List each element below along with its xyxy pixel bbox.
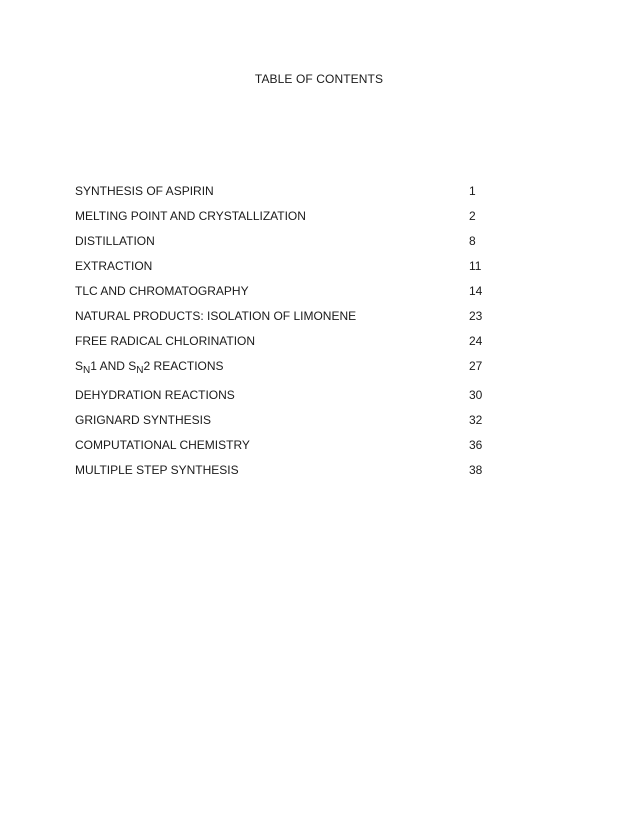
toc-entry bbox=[75, 333, 495, 358]
toc-entry-label: TLC AND CHROMATOGRAPHY bbox=[75, 284, 249, 298]
toc-entry bbox=[75, 183, 495, 208]
toc-entry-page: 24 bbox=[469, 334, 483, 348]
toc-entry-page: 11 bbox=[469, 259, 482, 273]
toc-entry-page: 8 bbox=[469, 234, 476, 248]
toc-entry-label: MELTING POINT AND CRYSTALLIZATION bbox=[75, 209, 306, 223]
toc-entry-page: 2 bbox=[469, 209, 476, 223]
toc-entry-label bbox=[75, 358, 224, 376]
toc-entry-page: 32 bbox=[469, 413, 483, 427]
toc-entry-label: FREE RADICAL CHLORINATION bbox=[75, 334, 256, 348]
toc-list bbox=[75, 183, 495, 487]
toc-entry-page: 1 bbox=[469, 184, 476, 198]
toc-entry bbox=[75, 437, 495, 462]
toc-entry bbox=[75, 462, 495, 487]
toc-entry bbox=[75, 308, 495, 333]
toc-entry-label: COMPUTATIONAL CHEMISTRY bbox=[75, 438, 250, 452]
toc-entry-label: EXTRACTION bbox=[75, 259, 153, 273]
toc-entry-page: 30 bbox=[469, 388, 483, 402]
toc-entry-label: DEHYDRATION REACTIONS bbox=[75, 388, 235, 402]
toc-entry-page: 14 bbox=[469, 284, 483, 298]
toc-entry bbox=[75, 258, 495, 283]
toc-label-part: S bbox=[75, 359, 84, 373]
toc-entry-label: DISTILLATION bbox=[75, 234, 155, 248]
toc-entry-label: NATURAL PRODUCTS: ISOLATION OF LIMONENE bbox=[75, 309, 357, 323]
toc-entry bbox=[75, 233, 495, 258]
toc-entry-page: 36 bbox=[469, 438, 483, 452]
subscript: N bbox=[83, 365, 91, 376]
toc-label-part: 1 AND S bbox=[90, 359, 137, 373]
subscript: N bbox=[136, 365, 144, 376]
toc-entry-page: 38 bbox=[469, 463, 483, 477]
toc-entry bbox=[75, 283, 495, 308]
toc-entry-label: SYNTHESIS OF ASPIRIN bbox=[75, 184, 214, 198]
toc-entry-label: MULTIPLE STEP SYNTHESIS bbox=[75, 463, 239, 477]
toc-label-part: 2 REACTIONS bbox=[143, 359, 224, 373]
toc-entry-page: 27 bbox=[469, 359, 483, 373]
page-title: TABLE OF CONTENTS bbox=[254, 72, 384, 86]
toc-entry bbox=[75, 412, 495, 437]
toc-entry bbox=[75, 387, 495, 412]
toc-entry bbox=[75, 208, 495, 233]
toc-entry-label: GRIGNARD SYNTHESIS bbox=[75, 413, 212, 427]
toc-entry-page: 23 bbox=[469, 309, 483, 323]
toc-entry bbox=[75, 358, 495, 387]
